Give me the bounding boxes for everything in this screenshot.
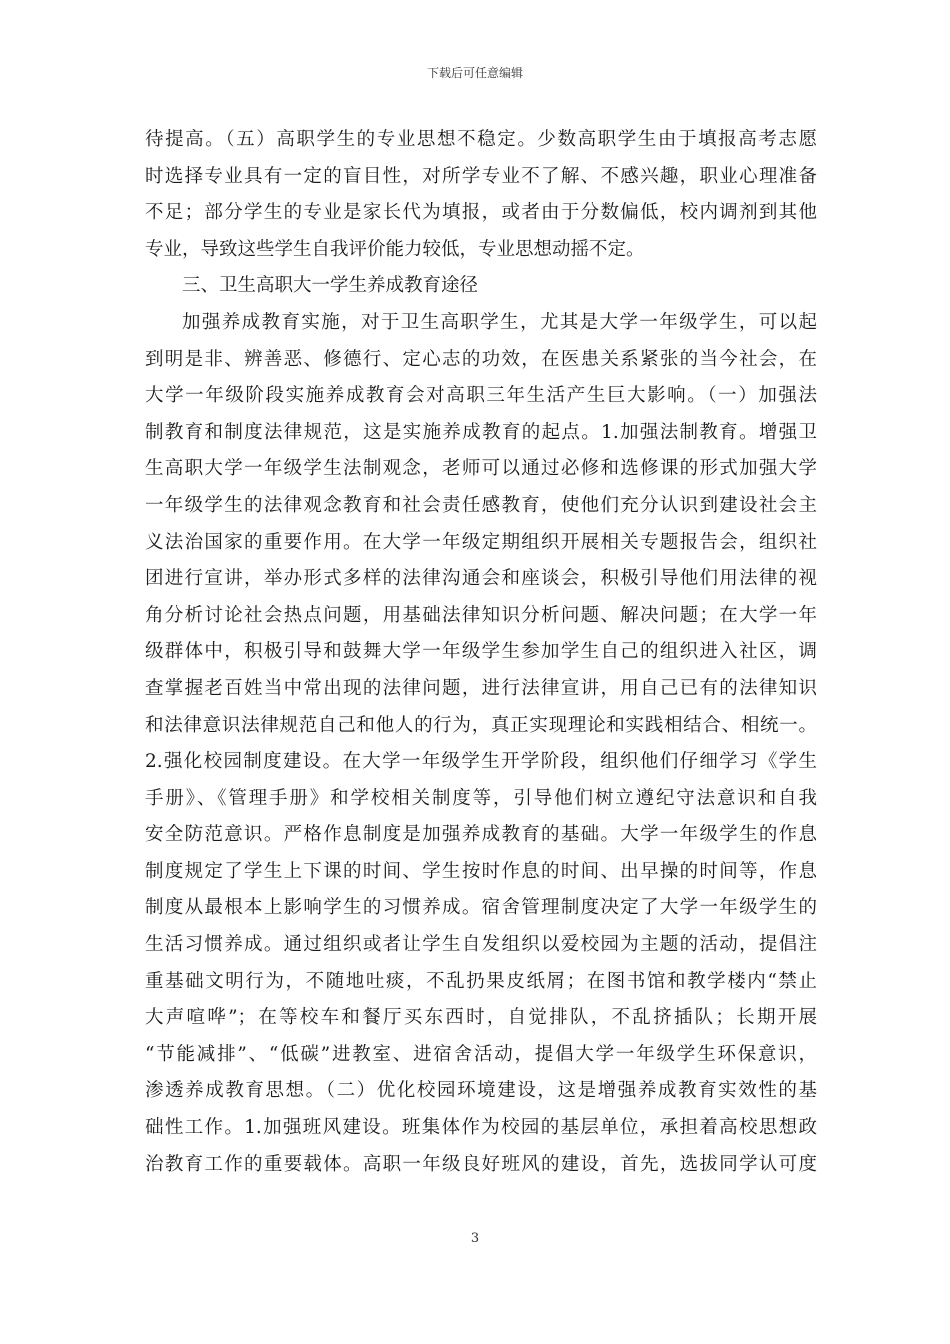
- text-line: 制度规定了学生上下课的时间、学生按时作息的时间、出早操的时间等，作息: [145, 860, 817, 882]
- text-line: 重基础文明行为，不随地吐痰，不乱扔果皮纸屑；在图书馆和教学楼内“禁止: [145, 970, 817, 992]
- document-body: [145, 122, 817, 1183]
- text-line: 生活习惯养成。通过组织或者让学生自发组织以爱校园为主题的活动，提倡注: [145, 934, 817, 956]
- text-line: 专业，导致这些学生自我评价能力较低，专业思想动摇不定。: [145, 238, 645, 260]
- text-line: 安全防范意识。严格作息制度是加强养成教育的基础。大学一年级学生的作息: [145, 824, 817, 846]
- text-line: 义法治国家的重要作用。在大学一年级定期组织开展相关专题报告会，组织社: [145, 531, 817, 553]
- text-line: 手册》、《管理手册》和学校相关制度等，引导他们树立遵纪守法意识和自我: [145, 787, 817, 809]
- text-line: 一年级学生的法律观念教育和社会责任感教育，使他们充分认识到建设社会主: [145, 494, 817, 516]
- text-line: 时选择专业具有一定的盲目性，对所学专业不了解、不感兴趣，职业心理准备: [145, 165, 817, 187]
- text-line: 级群体中，积极引导和鼓舞大学一年级学生参加学生自己的组织进入社区，调: [145, 641, 817, 663]
- page-header: 下载后可任意编辑: [426, 66, 523, 80]
- text-line: 到明是非、辨善恶、修德行、定心志的功效，在医患关系紧张的当今社会，在: [145, 348, 817, 370]
- text-line: 制教育和制度法律规范，这是实施养成教育的起点。1.加强法制教育。增强卫: [145, 421, 817, 443]
- text-line: 生高职大学一年级学生法制观念，老师可以通过必修和选修课的形式加强大学: [145, 458, 817, 480]
- text-line: 大学一年级阶段实施养成教育会对高职三年生活产生巨大影响。（一）加强法: [145, 385, 817, 407]
- text-line: 加强养成教育实施，对于卫生高职学生，尤其是大学一年级学生，可以起: [182, 311, 817, 333]
- page-number: 3: [470, 1231, 480, 1246]
- text-line: 查掌握老百姓当中常出现的法律问题，进行法律宣讲，用自己已有的法律知识: [145, 677, 817, 699]
- text-line: 不足；部分学生的专业是家长代为填报，或者由于分数偏低，校内调剂到其他: [145, 202, 817, 224]
- text-line: 大声喧哗”；在等校车和餐厅买东西时，自觉排队，不乱挤插队；长期开展: [145, 1007, 817, 1029]
- text-line: 础性工作。1.加强班风建设。班集体作为校园的基层单位，承担着高校思想政: [145, 1117, 817, 1139]
- text-line: 制度从最根本上影响学生的习惯养成。宿舍管理制度决定了大学一年级学生的: [145, 897, 817, 919]
- text-line: 渗透养成教育思想。（二）优化校园环境建设，这是增强养成教育实效性的基: [145, 1080, 817, 1102]
- text-line: 待提高。（五）高职学生的专业思想不稳定。少数高职学生由于填报高考志愿: [145, 129, 817, 150]
- text-line: 角分析讨论社会热点问题，用基础法律知识分析问题、解决问题；在大学一年: [145, 604, 817, 626]
- section-heading: 三、卫生高职大一学生养成教育途径: [182, 275, 479, 297]
- text-line: “节能减排”、“低碳”进教室、进宿舍活动，提倡大学一年级学生环保意识，: [145, 1043, 817, 1065]
- text-line: 2.强化校园制度建设。在大学一年级学生开学阶段，组织他们仔细学习《学生: [145, 751, 817, 773]
- text-line: 治教育工作的重要载体。高职一年级良好班风的建设，首先，选拔同学认可度: [145, 1153, 817, 1175]
- text-line: 团进行宣讲，举办形式多样的法律沟通会和座谈会，积极引导他们用法律的视: [145, 568, 817, 590]
- text-line: 和法律意识法律规范自己和他人的行为，真正实现理论和实践相结合、相统一。: [145, 714, 817, 736]
